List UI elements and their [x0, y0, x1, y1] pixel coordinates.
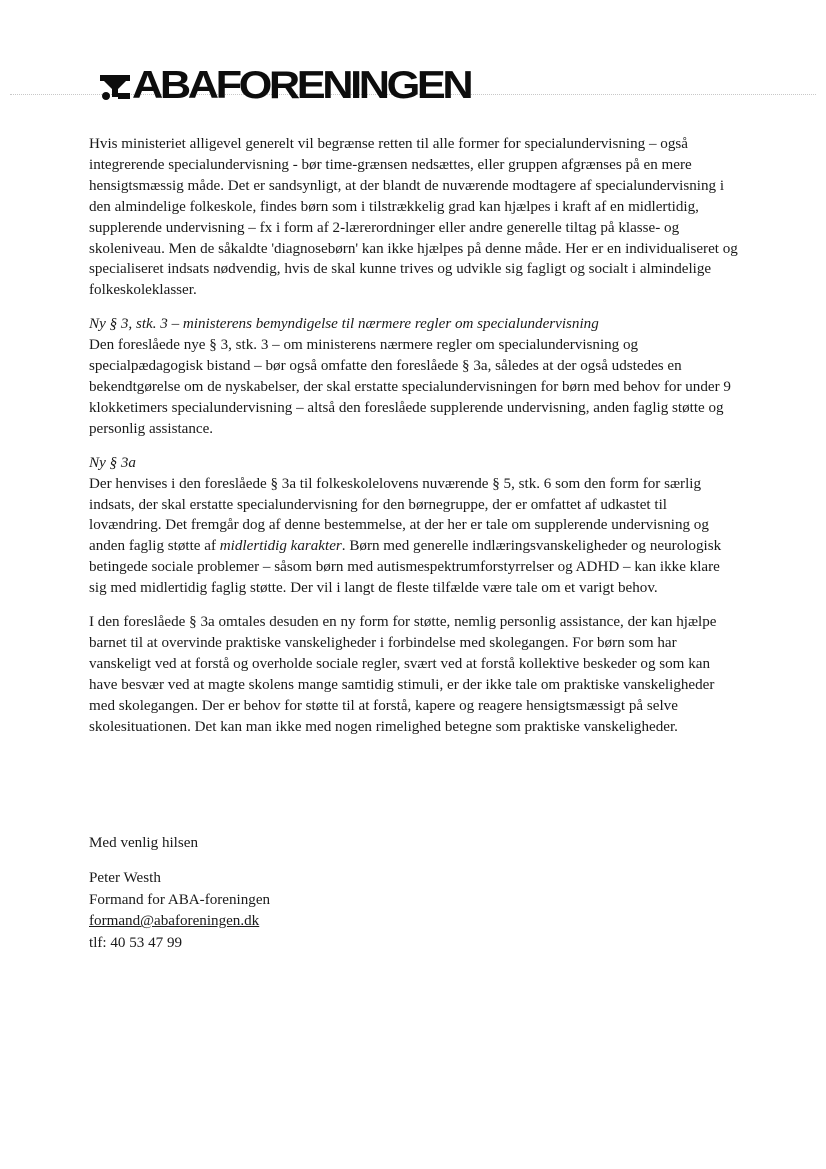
closing-greeting: Med venlig hilsen	[89, 835, 198, 851]
logo-text: ABAFORENINGEN	[132, 64, 471, 108]
paragraph-3-text-b: . Børn med generelle indlæringsvanskeligheder og neurologisk betingede sociale problemer – såsom børn med autismespektrumforstyrrelser og ADHD – kan ikke klare sig med midlertidig faglig støtte. Der vil i langt de fleste tilfælde være tale om et varigt behov.	[89, 538, 722, 597]
section-heading-3a: Ny § 3a	[89, 454, 136, 471]
signer-name: Peter Westh	[89, 870, 161, 886]
paragraph-2: Den foreslåede nye § 3, stk. 3 – om ministerens nærmere regler om specialundervisning og specialpædagogisk bistand – bør også omfatte den foreslåede § 3a, således at der også udstedes en bekendtgørelse om de nyskabelser, der skal erstatte specialundervisningen for børn med behov for under 9 klokketimers specialundervisning – altså den foreslåede supplerende undervisning, anden faglig støtte og personlig assistance.	[89, 337, 731, 437]
email-link[interactable]: formand@abaforeningen.dk	[89, 913, 260, 930]
paragraph-4: I den foreslåede § 3a omtales desuden en ny form for støtte, nemlig personlig assistance, der kan hjælpe barnet til at overvinde praktiske vanskeligheder i forbindelse med skolegangen. For børn som har vanskeligt ved at forstå og overholde sociale regler, svært ved at forstå kollektive beskeder og som kan have besvær ved at magte skolens mange samtidig stimuli, er der ikke tale om praktiske vanskeligheder med skolegangen. Der er behov for støtte til at forstå, kapere og reagere hensigtsmæssigt på selve skolesituationen. Det kan man ikke med nogen rimelighed betegne som praktiske vanskeligheder.	[89, 614, 717, 735]
paragraph-3-emphasis: midlertidig karakter	[219, 538, 342, 555]
organization-logo	[98, 64, 471, 108]
signer-role: Formand for ABA-foreningen	[89, 891, 271, 908]
paragraph-3-text-a: Der henvises i den foreslåede § 3a til folkeskolelovens nuværende § 5, stk. 6 som den form for særlig indsats, der skal erstatte specialundervisning for den børnegruppe, der er omfattet af udkastet til lovændring. Det fremgår dog af denne bestemmelse, at der her er tale om supplerende undervisning og anden faglig støtte af	[89, 475, 709, 555]
section-heading-3-stk-3: Ny § 3, stk. 3 – ministerens bemyndigelse til nærmere regler om specialundervisning	[89, 316, 599, 333]
signature-block	[89, 868, 270, 954]
letter-body	[89, 134, 739, 737]
paragraph-1: Hvis ministeriet alligevel generelt vil begrænse retten til alle former for specialundervisning – også integrerende specialundervisning - bør time-grænsen nedsættes, eller gruppen afgrænses på en mere hensigtsmæssig måde. Det er sandsynligt, at der blandt de nuværende modtagere af specialundervisning i den almindelige folkeskole, findes børn som i tilstrækkelig grad kan hjælpes i kraft af en midlertidig, supplerende undervisning – fx i form af 2-lærerordninger eller andre generelle tiltag på klasse- og skoleniveau. Men de såkaldte 'diagnosebørn' kan ikke hjælpes på denne måde. Her er en individualiseret og specialiseret indsats nødvendig, hvis de skal kunne trives og udvikle sig fagligt og socialt i almindelige folkeskoleklasser.	[89, 136, 738, 299]
paragraph-3	[89, 474, 739, 599]
phone-number: tlf: 40 53 47 99	[89, 934, 183, 951]
logo-mark-icon	[98, 69, 132, 103]
